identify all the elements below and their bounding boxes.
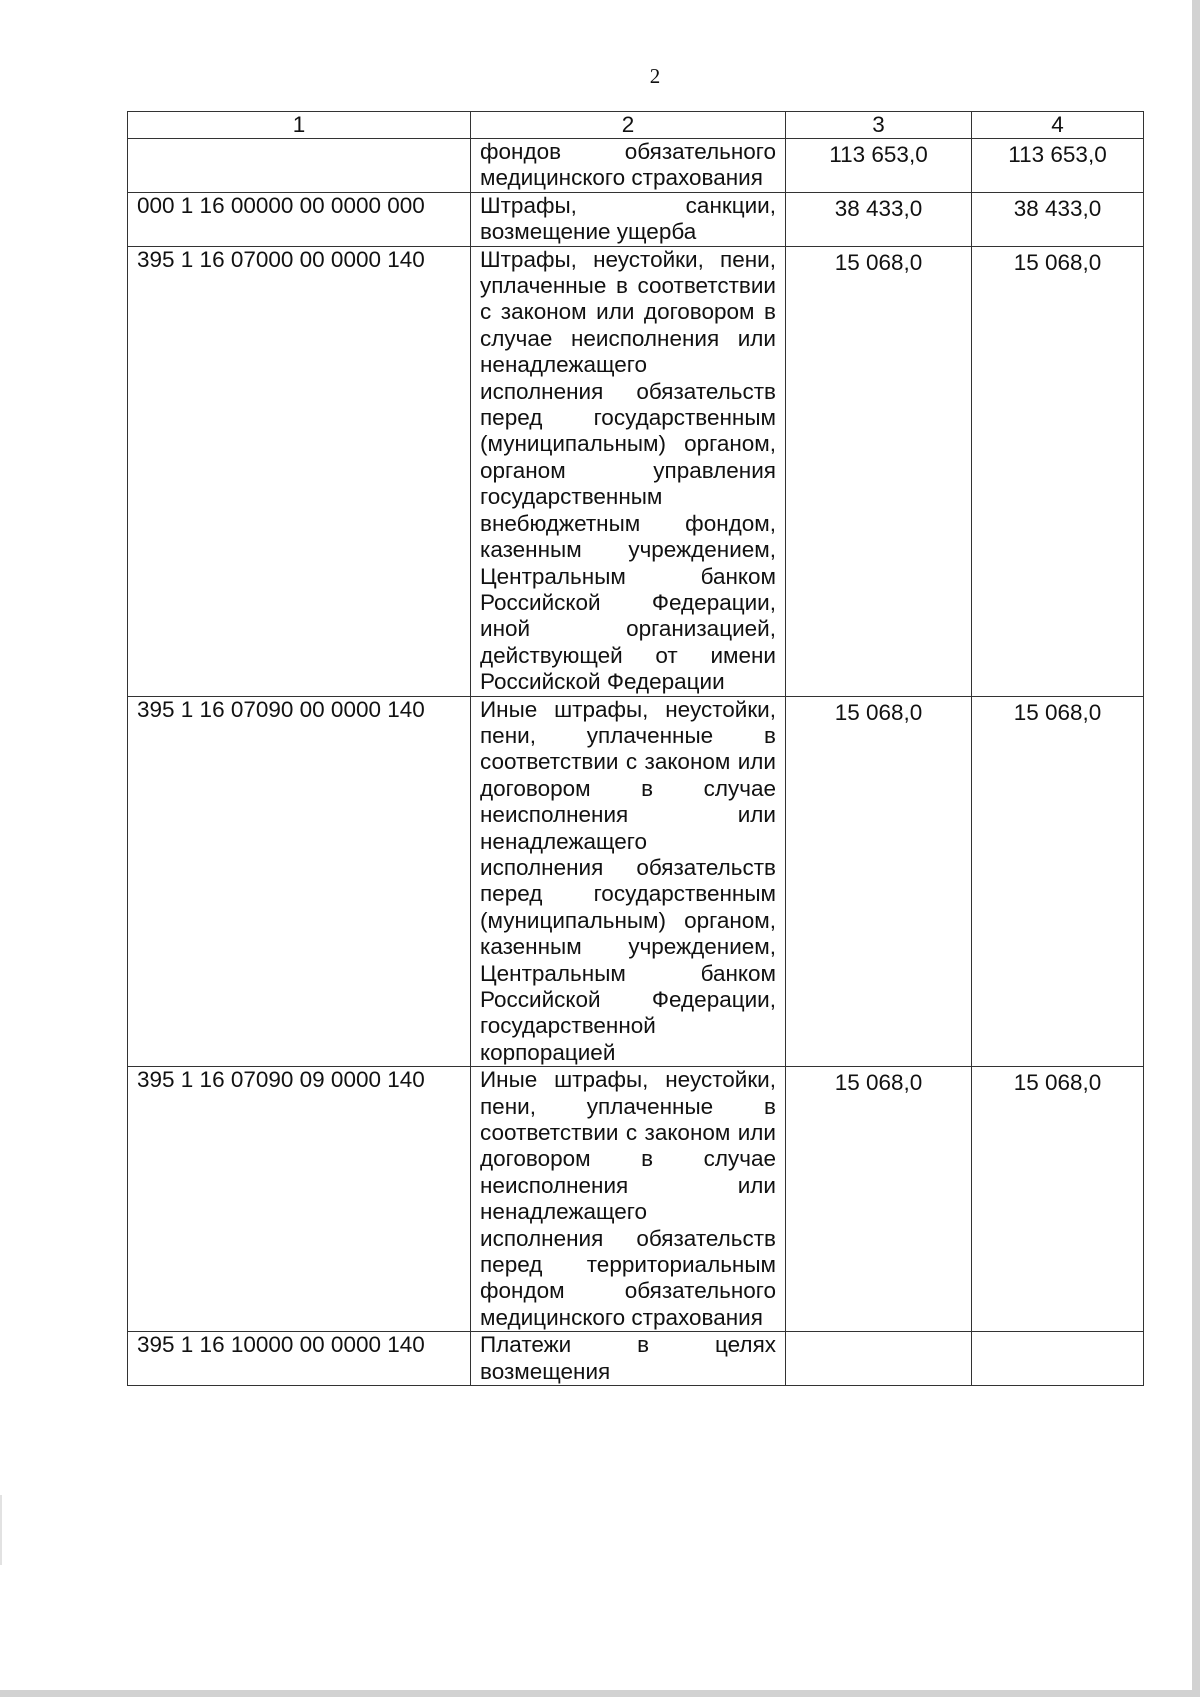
column-header: 3 <box>786 112 972 139</box>
income-description: Штрафы, неустойки, пени, уплаченные в соответствии с законом или договором в случае неисполнения или ненадлежащего исполнения обязательств перед государственным (муниципальным) органом, органом управления государственным внебюджетным фондом, казенным учреждением, Центральным банком Российской Федерации, иной организацией, действующей от имени Российской Федерации <box>471 246 786 696</box>
income-description: Иные штрафы, неустойки, пени, уплаченные в соответствии с законом или договором в случае неисполнения или ненадлежащего исполнения обязательств перед государственным (муниципальным) органом, казенным учреждением, Центральным банком Российской Федерации, государственной корпорацией <box>471 696 786 1067</box>
amount-column-4 <box>972 1332 1144 1386</box>
classification-code: 395 1 16 07090 00 0000 140 <box>128 696 471 1067</box>
amount-value: 113 653,0 <box>1008 142 1107 167</box>
amount-column-3 <box>786 1067 972 1332</box>
amount-column-3 <box>786 696 972 1067</box>
scan-edge-mark <box>0 1495 2 1565</box>
income-description: Платежи в целях возмещения <box>471 1332 786 1386</box>
amount-value: 15 068,0 <box>1013 699 1102 725</box>
table-row <box>128 696 1144 1067</box>
amount-value: 15 068,0 <box>834 1070 923 1096</box>
table-row <box>128 192 1144 246</box>
amount-column-4 <box>972 139 1144 193</box>
amount-column-3 <box>786 1332 972 1386</box>
classification-code <box>128 139 471 193</box>
column-header: 1 <box>128 112 471 139</box>
budget-table <box>127 111 1144 1386</box>
amount-value: 38 433,0 <box>834 195 923 221</box>
classification-code: 395 1 16 07090 09 0000 140 <box>128 1067 471 1332</box>
income-description: фондов обязательного медицинского страхования <box>471 139 786 193</box>
amount-column-3 <box>786 139 972 193</box>
table-header-row <box>128 112 1144 139</box>
page-shadow-right <box>1192 0 1200 1697</box>
page-shadow-bottom <box>0 1690 1200 1697</box>
amount-value: 15 068,0 <box>1013 1070 1102 1096</box>
amount-column-4 <box>972 246 1144 696</box>
classification-code: 395 1 16 07000 00 0000 140 <box>128 246 471 696</box>
amount-value: 15 068,0 <box>834 249 923 275</box>
amount-column-4 <box>972 696 1144 1067</box>
amount-value: 15 068,0 <box>1013 249 1102 275</box>
amount-value: 15 068,0 <box>834 699 923 725</box>
column-header: 4 <box>972 112 1144 139</box>
amount-column-4 <box>972 1067 1144 1332</box>
column-header: 2 <box>471 112 786 139</box>
amount-column-4 <box>972 192 1144 246</box>
table-row <box>128 139 1144 193</box>
page-number: 2 <box>649 64 661 88</box>
income-description: Штрафы, санкции, возмещение ущерба <box>471 192 786 246</box>
income-description: Иные штрафы, неустойки, пени, уплаченные в соответствии с законом или договором в случае неисполнения или ненадлежащего исполнения обязательств перед территориальным фондом обязательного медицинского страхования <box>471 1067 786 1332</box>
amount-value: 38 433,0 <box>1013 195 1102 221</box>
amount-column-3 <box>786 192 972 246</box>
table-row <box>128 1332 1144 1386</box>
classification-code: 395 1 16 10000 00 0000 140 <box>128 1332 471 1386</box>
classification-code: 000 1 16 00000 00 0000 000 <box>128 192 471 246</box>
amount-column-3 <box>786 246 972 696</box>
amount-value: 113 653,0 <box>829 142 928 167</box>
table-row <box>128 246 1144 696</box>
table-row <box>128 1067 1144 1332</box>
